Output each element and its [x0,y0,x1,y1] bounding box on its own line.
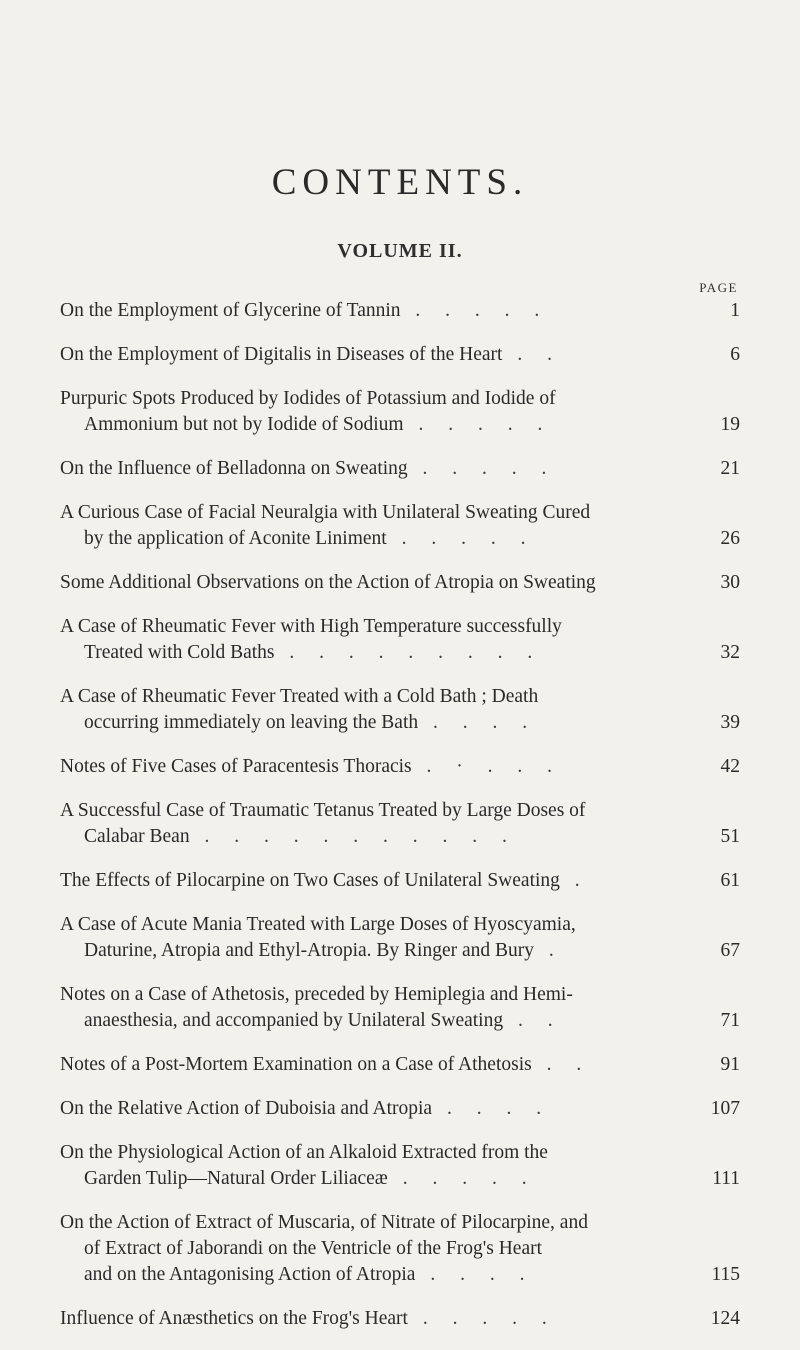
dot-leaders: . . . . . . . . . . . [189,826,517,847]
entry-title-text: Some Additional Observations on the Action of Atropia on Sweating [60,572,596,593]
entry-title-line [60,412,740,438]
page-number: 19 [720,414,740,435]
contents-entry [60,868,740,894]
contents-entry [60,982,740,1034]
page-number: 30 [720,572,740,593]
page-number: 26 [720,528,740,549]
entry-title-text: Daturine, Atropia and Ethyl-Atropia. By Ringer and Bury [84,940,535,961]
dot-leaders: . . [503,1010,563,1031]
entry-title-text: Notes of a Post-Mortem Examination on a Case of Athetosis [60,1054,532,1075]
page-number: 67 [720,940,740,961]
page-number: 39 [720,712,740,733]
entry-title-text: Influence of Anæsthetics on the Frog's Heart [60,1308,408,1329]
volume-label: VOLUME II. [337,240,463,262]
entry-title-line: A Case of Rheumatic Fever with High Temperature successfully [60,616,562,637]
entry-title-text: The Effects of Pilocarpine on Two Cases of Unilateral Sweating [60,870,560,891]
entry-title-line [60,456,740,482]
entry-title-line [60,710,740,736]
entry-title-line [60,938,740,964]
contents-entry [60,386,740,438]
entry-title-text: Garden Tulip—Natural Order Liliaceæ [84,1168,388,1189]
entry-title-line: On the Physiological Action of an Alkaloid Extracted from the [60,1142,548,1163]
entry-title-text: and on the Antagonising Action of Atropia [84,1264,416,1285]
contents-entry [60,456,740,482]
contents-list [60,298,740,1350]
entry-title-line [60,1262,740,1288]
entry-title-text: On the Employment of Glycerine of Tannin [60,300,401,321]
dot-leaders: . [534,940,564,961]
entry-title-line [60,298,740,324]
dot-leaders: . . [502,344,562,365]
entry-title-line: A Curious Case of Facial Neuralgia with Unilateral Sweating Cured [60,502,591,523]
entry-title-text: by the application of Aconite Liniment [84,528,387,549]
page-number: 124 [710,1308,740,1329]
dot-leaders: . . . . [432,1098,552,1119]
entry-title-line [60,526,740,552]
entry-title-text: Ammonium but not by Iodide of Sodium [84,414,404,435]
entry-title-line: A Case of Rheumatic Fever Treated with a Cold Bath ; Death [60,686,539,707]
entry-title-line [60,640,740,666]
page-number: 61 [720,870,740,891]
entry-title-line [60,754,740,780]
dot-leaders: . . . . . [386,528,536,549]
entry-title-line [60,570,740,596]
contents-entry [60,754,740,780]
page-number: 91 [720,1054,740,1075]
entry-title-text: Calabar Bean [84,826,190,847]
dot-leaders: . . . . . [407,458,557,479]
contents-entry [60,342,740,368]
contents-entry [60,1140,740,1192]
entry-title-text: On the Relative Action of Duboisia and Atropia [60,1098,433,1119]
contents-entry [60,500,740,552]
page-number: 1 [730,300,740,321]
contents-entry [60,614,740,666]
dot-leaders: . . [531,1054,592,1075]
page-number: 111 [712,1168,740,1189]
entry-title-line [60,1008,740,1034]
page-number: 21 [720,458,740,479]
contents-entry [60,1306,740,1332]
entry-title-line: Purpuric Spots Produced by Iodides of Potassium and Iodide of [60,388,556,409]
dot-leaders: . · . . . [411,756,563,777]
entry-title-text: On the Influence of Belladonna on Sweating [60,458,408,479]
contents-entry [60,1210,740,1288]
dot-leaders: . . . . [415,1264,535,1285]
contents-entry [60,912,740,964]
dot-leaders: . . . . . [400,300,550,321]
entry-title-line [60,1166,740,1192]
dot-leaders: . . . . . [403,414,553,435]
page-number: 42 [720,756,740,777]
entry-title-line [60,824,740,850]
entry-title-line: A Successful Case of Traumatic Tetanus Treated by Large Doses of [60,800,586,821]
entry-title-line [60,1052,740,1078]
page-number: 107 [710,1098,740,1119]
dot-leaders: . . . . . [407,1308,557,1329]
entry-title-line [60,1306,740,1332]
dot-leaders: . [559,870,590,891]
page-number: 6 [730,344,740,365]
entry-title-text: occurring immediately on leaving the Bath [84,712,419,733]
page-number: 115 [711,1264,740,1285]
page-column-label: PAGE [699,280,738,295]
page-number: 32 [720,642,740,663]
entry-title-line [60,1096,740,1122]
contents-entry [60,684,740,736]
dot-leaders: . . . . [418,712,538,733]
entry-title-line: On the Action of Extract of Muscaria, of Nitrate of Pilocarpine, and [60,1212,588,1233]
entry-title-line [60,868,740,894]
entry-title-line: Notes on a Case of Athetosis, preceded by Hemiplegia and Hemi- [60,984,573,1005]
entry-title-text: Treated with Cold Baths [84,642,275,663]
contents-entry [60,1052,740,1078]
entry-title-line: A Case of Acute Mania Treated with Large Doses of Hyoscyamia, [60,914,576,935]
page-number: 51 [720,826,740,847]
contents-entry [60,798,740,850]
entry-title-text: Notes of Five Cases of Paracentesis Thoracis [60,756,412,777]
contents-heading: CONTENTS. [271,162,529,203]
contents-entry [60,570,740,596]
dot-leaders: . . . . . [387,1168,537,1189]
entry-title-text: anaesthesia, and accompanied by Unilateral Sweating [84,1010,504,1031]
entry-title-text: On the Employment of Digitalis in Diseases of the Heart [60,344,503,365]
dot-leaders: . . . . . . . . . [274,642,543,663]
contents-entry [60,1096,740,1122]
entry-title-line: of Extract of Jaborandi on the Ventricle of the Frog's Heart [84,1238,543,1259]
contents-entry [60,298,740,324]
page-number: 71 [720,1010,740,1031]
entry-title-line [60,342,740,368]
